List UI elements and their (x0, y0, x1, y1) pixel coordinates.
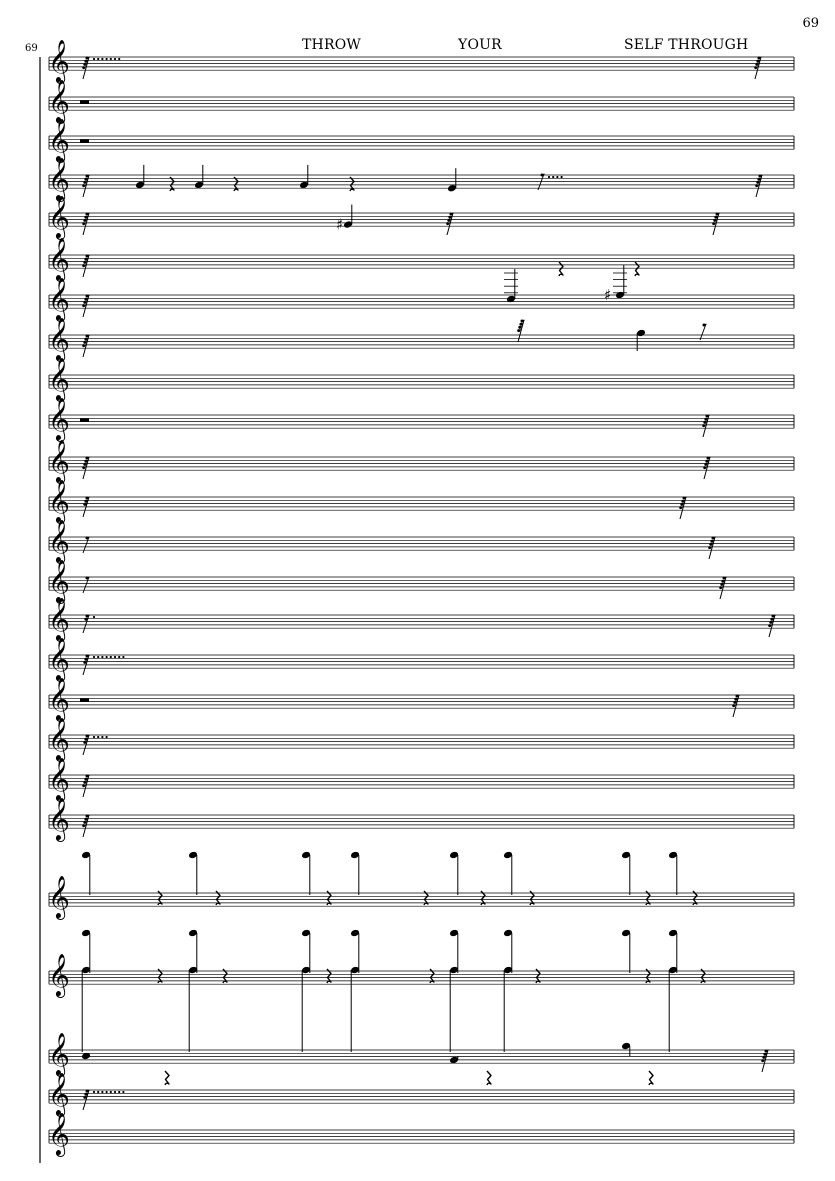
augmentation-dot (106, 736, 108, 738)
staff (48, 195, 794, 240)
staff (48, 1072, 794, 1117)
short-rest-icon (761, 1050, 768, 1073)
short-rest-icon (83, 615, 90, 634)
treble-clef-icon: 𝄞 (48, 1111, 70, 1155)
quarter-note (194, 165, 204, 189)
augmentation-dot (97, 58, 99, 60)
augmentation-dot (118, 656, 120, 658)
treble-clef-icon: 𝄞 (48, 1031, 70, 1075)
rest-stroke (165, 1071, 169, 1085)
staff (48, 1032, 794, 1077)
page-number: 69 (802, 16, 819, 31)
short-rest-icon (82, 175, 89, 198)
rest-stroke (649, 1071, 653, 1085)
staff (48, 277, 794, 322)
short-rest-icon (82, 775, 89, 798)
quarter-rest-icon (487, 1071, 491, 1085)
short-rest-icon (82, 457, 89, 480)
staff (48, 597, 794, 642)
quarter-note (299, 165, 309, 189)
treble-clef-icon: 𝄞 (48, 518, 70, 562)
lyric-syllable: SELF THROUGH (624, 37, 749, 53)
treble-clef-icon: 𝄞 (48, 316, 70, 360)
augmentation-dot (106, 58, 108, 60)
quarter-rest-icon (559, 262, 563, 276)
treble-clef-icon: 𝄞 (48, 716, 70, 760)
staff (48, 519, 794, 564)
rest-stem (538, 174, 544, 190)
augmentation-dot (114, 656, 116, 658)
augmentation-dot (552, 176, 554, 178)
treble-clef-icon: 𝄞 (48, 558, 70, 602)
staff (48, 637, 794, 682)
staff (48, 357, 794, 402)
quarter-rest-icon (649, 1071, 653, 1085)
staff (48, 717, 794, 762)
treble-clef-icon: 𝄞 (48, 38, 70, 82)
augmentation-dot (97, 736, 99, 738)
staff (48, 797, 794, 842)
quarter-note (447, 168, 457, 192)
low-quarter-note (615, 265, 625, 299)
rest-stroke (487, 1071, 491, 1085)
short-rest-icon (702, 415, 709, 438)
staff (48, 677, 794, 722)
rest-stroke (559, 262, 563, 276)
whole-rest-icon (80, 140, 89, 143)
treble-clef-icon: 𝄞 (48, 636, 70, 680)
augmentation-dot (548, 176, 550, 178)
rest-stem (83, 537, 89, 553)
short-rest-icon (712, 213, 719, 236)
treble-clef-icon: 𝄞 (48, 952, 70, 996)
treble-clef-icon: 𝄞 (48, 194, 70, 238)
staff (48, 317, 794, 362)
lyric-syllable: THROW (302, 37, 361, 53)
short-rest-icon (679, 497, 686, 520)
short-rest-icon (82, 213, 89, 236)
augmentation-dot (101, 656, 103, 658)
measure-number: 69 (25, 43, 38, 54)
short-rest-icon (755, 175, 762, 198)
treble-clef-icon: 𝄞 (48, 478, 70, 522)
augmentation-dot (561, 176, 563, 178)
treble-clef-icon: 𝄞 (48, 156, 70, 200)
short-rest-icon (82, 815, 89, 838)
augmentation-dot (93, 656, 95, 658)
quarter-rest-icon (165, 1071, 169, 1085)
augmentation-dot (556, 176, 558, 178)
treble-clef-icon: 𝄞 (48, 796, 70, 840)
short-rest-icon (754, 57, 761, 80)
augmentation-dot (122, 656, 124, 658)
sharp-icon: ♯ (604, 286, 612, 304)
short-rest-icon (82, 295, 89, 318)
augmentation-dot (118, 58, 120, 60)
treble-clef-icon: 𝄞 (48, 438, 70, 482)
augmentation-dot (93, 1091, 95, 1093)
short-rest-icon (446, 213, 453, 236)
quarter-note (343, 205, 353, 229)
augmentation-dot (110, 1091, 112, 1093)
treble-clef-icon: 𝄞 (48, 596, 70, 640)
augmentation-dot (106, 1091, 108, 1093)
staff (48, 118, 794, 163)
staff (48, 79, 794, 124)
augmentation-dot (97, 656, 99, 658)
augmentation-dot (110, 58, 112, 60)
staff (48, 237, 794, 282)
short-rest-icon (732, 695, 739, 718)
rest-stroke (635, 262, 639, 276)
treble-clef-icon: 𝄞 (48, 276, 70, 320)
augmentation-dot (114, 58, 116, 60)
treble-clef-icon: 𝄞 (48, 676, 70, 720)
augmentation-dot (97, 1091, 99, 1093)
staff (48, 39, 794, 84)
whole-rest-icon (80, 101, 89, 104)
quarter-rest-icon (234, 177, 238, 191)
short-rest-icon (82, 335, 89, 358)
whole-rest-icon (80, 419, 89, 422)
staff (48, 157, 794, 202)
augmentation-dot (101, 1091, 103, 1093)
quarter-rest-icon (170, 177, 174, 191)
augmentation-dot (122, 1091, 124, 1093)
treble-clef-icon: 𝄞 (48, 874, 70, 918)
sharp-icon: ♯ (336, 215, 344, 234)
treble-clef-icon: 𝄞 (48, 1071, 70, 1115)
staff (48, 559, 794, 604)
staff (48, 397, 794, 442)
rest-stroke (234, 177, 238, 191)
short-rest-icon (700, 324, 707, 341)
staff (48, 757, 794, 802)
treble-clef-icon: 𝄞 (48, 78, 70, 122)
short-rest-icon (703, 457, 710, 480)
whole-rest-icon (80, 699, 89, 702)
quarter-rest-icon (350, 177, 354, 191)
rest-stem (83, 615, 89, 633)
augmentation-dot (118, 1091, 120, 1093)
rest-stem (83, 577, 89, 593)
augmentation-dot (93, 616, 95, 618)
rest-stroke (350, 177, 354, 191)
augmentation-dot (101, 58, 103, 60)
staff (48, 439, 794, 484)
quarter-rest-icon (635, 262, 639, 276)
eighth-note (636, 329, 646, 351)
augmentation-dot (114, 1091, 116, 1093)
short-rest-icon (719, 577, 726, 600)
treble-clef-icon: 𝄞 (48, 756, 70, 800)
augmentation-dot (93, 736, 95, 738)
short-rest-icon (708, 537, 715, 560)
augmentation-dot (93, 58, 95, 60)
treble-clef-icon: 𝄞 (48, 396, 70, 440)
lyric-syllable: YOUR (458, 37, 502, 53)
treble-clef-icon: 𝄞 (48, 356, 70, 400)
short-rest-icon (82, 255, 89, 278)
quarter-note (135, 165, 145, 189)
rest-stroke (170, 177, 174, 191)
short-rest-icon (768, 615, 775, 638)
staff (48, 1112, 794, 1157)
short-rest-icon (82, 57, 89, 80)
augmentation-dot (110, 656, 112, 658)
treble-clef-icon: 𝄞 (48, 236, 70, 280)
treble-clef-icon: 𝄞 (48, 117, 70, 161)
augmentation-dot (106, 656, 108, 658)
rest-stem (700, 324, 706, 340)
augmentation-dot (101, 736, 103, 738)
